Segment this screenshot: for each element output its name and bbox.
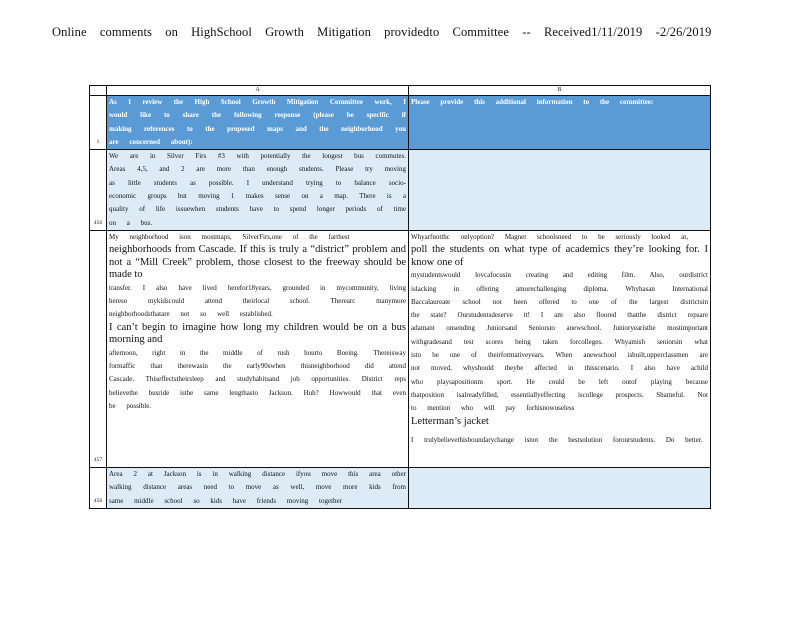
row-number[interactable]: 1 <box>90 96 107 150</box>
column-header-row <box>90 86 711 96</box>
comment-text: transfer. I also have lived herefor18years, grounded in mycommunity, living hereso mykidscould attend theirlocal school. Therearc manymore neighborhoodsthatare not so well established. <box>109 283 406 319</box>
corner-cell <box>90 86 107 96</box>
cell-b-comment[interactable] <box>409 467 711 508</box>
cell-b-comment[interactable] <box>409 230 711 467</box>
comment-text: I trulybelievethisboundarychange isnot the bestsolution forourstudents. Do better. <box>411 436 703 445</box>
table-row <box>90 467 711 508</box>
comment-text: I can’t begin to imagine how long my children would be on a bus morning and <box>109 321 406 346</box>
cell-a-comment[interactable]: We are in Silver Firs #3 with potentially the longest bus commutes. Areas 4,5, and 2 are more than enough students. Please try moving as little students as possible. I understand trying to balance socio-economic groups but moving 1 makes sense on a map. There is a quality of life issuewhen students have to spend longer periods of time on a bus. <box>107 150 409 231</box>
column-header-b[interactable]: B <box>409 86 711 96</box>
comment-text: mystudentswould lovcafocusin creating and editing film. Also, ourdistrict islacking in offering amorechallenging diploma. Whyhasan International Baccalaureate school not been offered to one of the largest districtsin the state? Ourstudentsdeserve it! I am also floored thatthe district repsare adamant onsending Juniorsand Seniorsto anewschool. Junioryearisthe mostimportant withgradesand test scores being taken forcolleges. Whyamish seniorsin what isto be one of theirformativeyears. When anewschool isbuilt,upperclassmen are not moved, whyshould theybe affected in thisscenario. I also have achild who playsapositionm sport. He could be left outof playing because thatposition isalreadyfilled, essentiallyeffecting iscollege prospects. Shameful. Not to mention who will pay forhisnowuseless <box>411 271 708 413</box>
comment-text: My neighborhood ison mostmaps, SilverFirs,one of the farthest <box>109 232 350 241</box>
column-header-a[interactable]: A <box>107 86 409 96</box>
row-number[interactable]: 456 <box>90 150 107 231</box>
cell-b-header-question[interactable]: Please provide this additional information to the committee: <box>409 96 711 150</box>
comment-text: Whyarfnotthc onlyoption? Magnet schoolsneed to be seriously looked at, <box>411 232 689 241</box>
comment-text: Letterman’s jacket <box>411 415 489 427</box>
table-row <box>90 230 711 467</box>
comments-sheet <box>89 85 711 509</box>
cell-a-header-question[interactable]: As I review the High School Growth Mitigation Committee work, I would like to share the following response (please be specific if making references to the proposed maps and the neighborhood you are concerned about): <box>107 96 409 150</box>
comment-text: afternoon, right in the middle of rush hourto Boeing. Thereisway formaffic than therewasin the early90swhen thisneighborhood did attend Cascade. Thiseffectstheirsleep and studyhabitsand job opportunities. District reps believethe busride isthe same lengthasto Jackson. Huh? Howwould that even be possible. <box>109 348 406 410</box>
row-number[interactable]: 458 <box>90 467 107 508</box>
document-title: Online comments on HighSchool Growth Mitigation providedto Committee -- Received1/11/2019 -2/26/2019 <box>52 25 712 39</box>
cell-b-comment[interactable] <box>409 150 711 231</box>
cell-a-comment[interactable] <box>107 230 409 467</box>
comment-text: neighborhoods from Cascade. If this is truly a “district” problem and not a “Mill Creek” problem, those closest to the freeway should be made to <box>109 244 406 281</box>
cell-a-comment[interactable]: Area 2 at Jackson is in walking distance ifyou move this area other walking distance areas need to move as well, move more kids from same middle school so kids have friends moving together <box>107 467 409 508</box>
comment-text: poll the students on what type of academics they’re looking for. I know one of <box>411 244 708 268</box>
table-row <box>90 96 711 150</box>
table-row <box>90 150 711 231</box>
row-number[interactable]: 457 <box>90 230 107 467</box>
